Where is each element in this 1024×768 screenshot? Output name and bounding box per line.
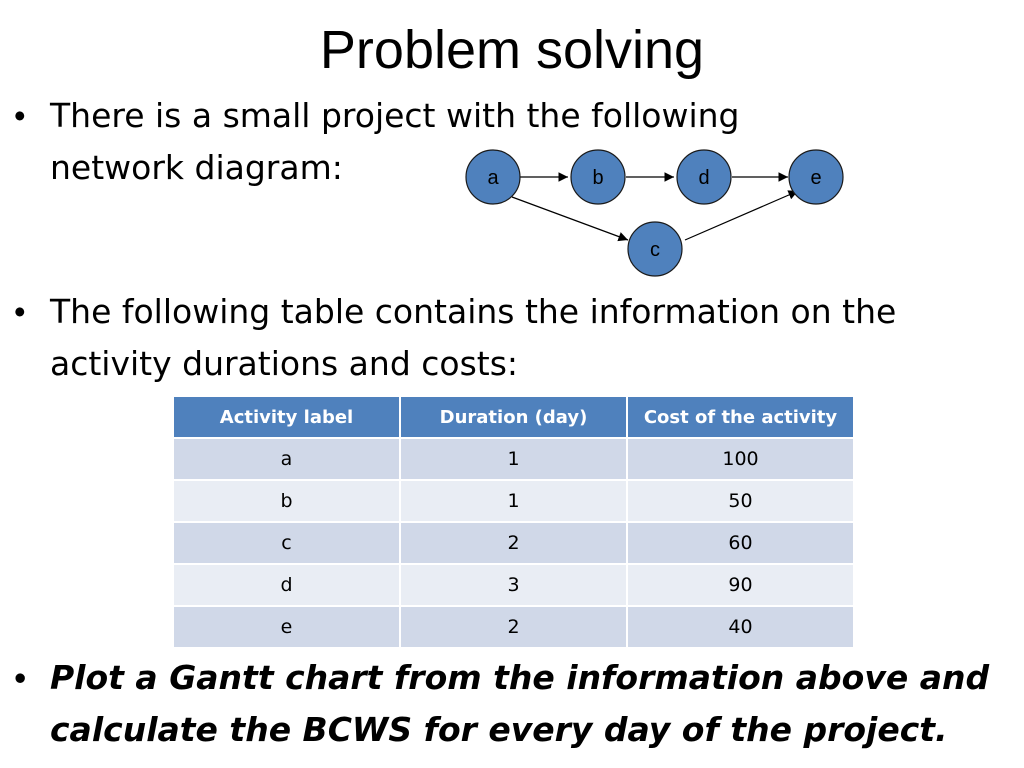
bullet-line: There is a small project with the following [50, 96, 740, 135]
slide-title: Problem solving [319, 20, 705, 80]
cell-activity: c [173, 522, 400, 564]
cell-activity: a [173, 438, 400, 480]
bullet-dot: • [14, 97, 26, 134]
bullet-line: Plot a Gantt chart from the information above and [50, 658, 990, 697]
node-label: c [650, 239, 660, 261]
cell-duration: 3 [400, 564, 627, 606]
bullet-dot: • [14, 293, 26, 330]
table-row [173, 480, 854, 522]
table-row [173, 522, 854, 564]
cell-cost: 40 [627, 606, 854, 648]
bullet-text [50, 652, 1010, 756]
table-row [173, 438, 854, 480]
bullet-line: calculate the BCWS for every day of the project. [50, 710, 948, 749]
node-label: e [810, 167, 822, 189]
table-row [173, 564, 854, 606]
node-label: b [592, 167, 604, 189]
node-label: d [698, 167, 710, 189]
network-diagram [450, 145, 850, 281]
node-e [789, 150, 843, 204]
cell-activity: d [173, 564, 400, 606]
cell-activity: e [173, 606, 400, 648]
node-a [466, 150, 520, 204]
cell-duration: 1 [400, 480, 627, 522]
activity-table [172, 395, 855, 649]
cell-activity: b [173, 480, 400, 522]
table-header-row [173, 396, 854, 438]
bullet-line: The following table contains the information on the [50, 292, 897, 331]
cell-cost: 90 [627, 564, 854, 606]
edge-a-c [512, 197, 628, 240]
bullet-line: network diagram: [50, 148, 343, 187]
header-cost: Cost of the activity [627, 396, 854, 438]
bullet-text [50, 286, 1010, 390]
header-activity-label: Activity label [173, 396, 400, 438]
cell-cost: 50 [627, 480, 854, 522]
cell-duration: 2 [400, 606, 627, 648]
header-duration: Duration (day) [400, 396, 627, 438]
table-row [173, 606, 854, 648]
cell-cost: 60 [627, 522, 854, 564]
bullet-dot: • [14, 659, 26, 696]
bullet-line: activity durations and costs: [50, 344, 519, 383]
node-b [571, 150, 625, 204]
cell-cost: 100 [627, 438, 854, 480]
node-d [677, 150, 731, 204]
cell-duration: 1 [400, 438, 627, 480]
cell-duration: 2 [400, 522, 627, 564]
node-c [628, 222, 682, 276]
node-label: a [487, 167, 499, 189]
